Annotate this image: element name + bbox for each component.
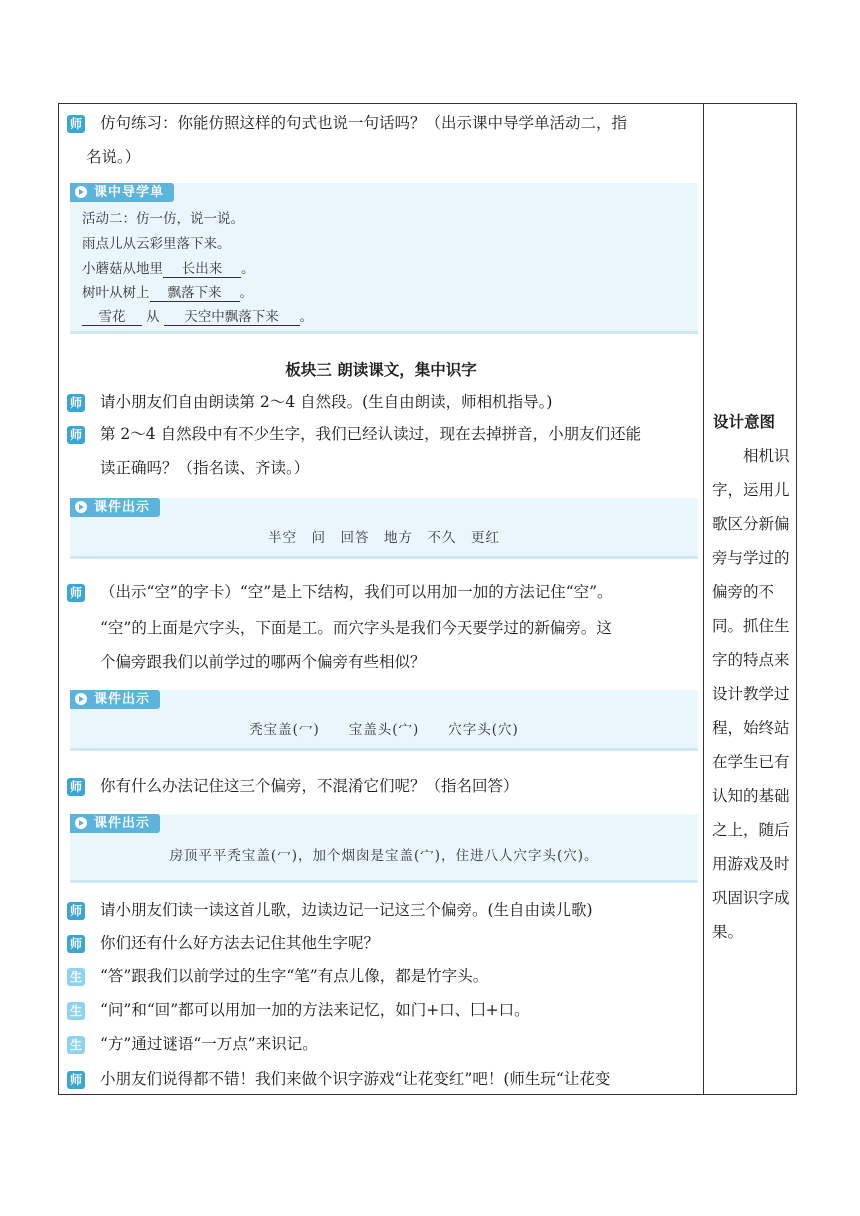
design-intent-column: [707, 405, 791, 949]
line-text: 名说。）: [86, 148, 141, 166]
student-badge: 生: [67, 968, 85, 986]
box-content: 半空 问 回答 地方 不久 更红: [268, 530, 500, 546]
box-tab: [70, 814, 160, 833]
design-intent-body: 相机识字，运用儿歌区分新偏旁与学过的偏旁的不同。抓住生字的特点来设计教学过程，始终站在学生已有认知的基础之上，随后用游戏及时巩固识字成果。: [712, 447, 790, 941]
guide-box: [70, 183, 698, 334]
box-tab: [70, 498, 160, 517]
line-text: 仿句练习：你能仿照这样的句式也说一句话吗？（出示课中导学单活动二，指: [100, 114, 628, 132]
box-tab-label: 课件出示: [94, 816, 151, 831]
teacher-badge: 师: [67, 902, 85, 920]
line-text: “答”跟我们以前学过的生字“笔”有点儿像，都是竹字头。: [100, 967, 489, 985]
courseware-box: [70, 498, 698, 559]
guide-text: 树叶从树上: [82, 285, 150, 301]
box-tab-label: 课中导学单: [94, 185, 165, 200]
student-badge: 生: [67, 1002, 85, 1020]
column-divider: [703, 103, 704, 1095]
line-text: “问”和“回”都可以用加一加的方法来记忆，如门+口、囗+口。: [100, 1001, 530, 1019]
play-icon: [75, 186, 87, 198]
play-icon: [75, 693, 87, 705]
box-tab: [70, 183, 174, 202]
fill-blank: 长出来: [163, 257, 241, 278]
line-text: 第 2～4 自然段中有不少生字，我们已经认读过，现在去掉拼音，小朋友们还能: [100, 425, 642, 443]
courseware-box: [70, 814, 698, 883]
box-tab: [70, 690, 160, 709]
fill-blank: 天空中飘落下来: [164, 305, 300, 326]
teacher-badge: 师: [67, 935, 85, 953]
line-text: 请小朋友们读一读这首儿歌，边读边记一记这三个偏旁。(生自由读儿歌): [100, 901, 593, 919]
section-title: 板块三 朗读课文，集中识字: [285, 360, 477, 379]
guide-text: 小蘑菇从地里: [82, 261, 163, 277]
courseware-box: [70, 690, 698, 751]
line-text: 小朋友们说得都不错！我们来做个识字游戏“让花变红”吧！(师生玩“让花变: [100, 1070, 611, 1088]
line-text: 你有什么办法记住这三个偏旁，不混淆它们呢？（指名回答）: [100, 777, 519, 795]
box-content: 秃宝盖(冖) 宝盖头(宀) 穴字头(穴): [249, 722, 519, 738]
line-text: （出示“空”的字卡）“空”是上下结构，我们可以用加一加的方法记住“空”。: [100, 583, 613, 601]
guide-text: 。: [241, 261, 255, 277]
teacher-badge: 师: [67, 778, 85, 796]
box-tab-label: 课件出示: [94, 500, 151, 515]
box-content: 房顶平平秃宝盖(冖)，加个烟囱是宝盖(宀)，住进八人穴字头(穴)。: [169, 848, 599, 864]
guide-line: [82, 305, 313, 326]
teacher-badge: 师: [67, 394, 85, 412]
fill-blank: 雪花: [82, 305, 142, 326]
line-text: “方”通过谜语“一万点”来识记。: [100, 1035, 318, 1053]
guide-text: 从: [146, 309, 160, 325]
student-badge: 生: [67, 1036, 85, 1054]
line-text: 你们还有什么好方法去记住其他生字呢？: [100, 934, 380, 952]
guide-text: 。: [239, 285, 253, 301]
teacher-badge: 师: [67, 426, 85, 444]
line-text: “空”的上面是穴字头，下面是工。而穴字头是我们今天要学过的新偏旁。这: [100, 619, 612, 637]
teacher-badge: 师: [67, 584, 85, 602]
design-intent-title: 设计意图: [713, 412, 776, 431]
guide-line: 活动二：仿一仿，说一说。: [82, 211, 244, 227]
box-tab-label: 课件出示: [94, 692, 151, 707]
line-text: 请小朋友们自由朗读第 2～4 自然段。(生自由朗读，师相机指导。): [100, 393, 553, 411]
teacher-badge: 师: [67, 115, 85, 133]
line-text: 读正确吗？（指名读、齐读。）: [100, 459, 310, 477]
guide-text: 。: [299, 309, 313, 325]
guide-line: 雨点儿从云彩里落下来。: [82, 236, 231, 252]
line-text: 个偏旁跟我们以前学过的哪两个偏旁有些相似？: [100, 653, 426, 671]
play-icon: [75, 817, 87, 829]
guide-line: [82, 257, 255, 278]
teacher-badge: 师: [67, 1071, 85, 1089]
play-icon: [75, 501, 87, 513]
guide-line: [82, 281, 253, 302]
fill-blank: 飘落下来: [150, 281, 240, 302]
